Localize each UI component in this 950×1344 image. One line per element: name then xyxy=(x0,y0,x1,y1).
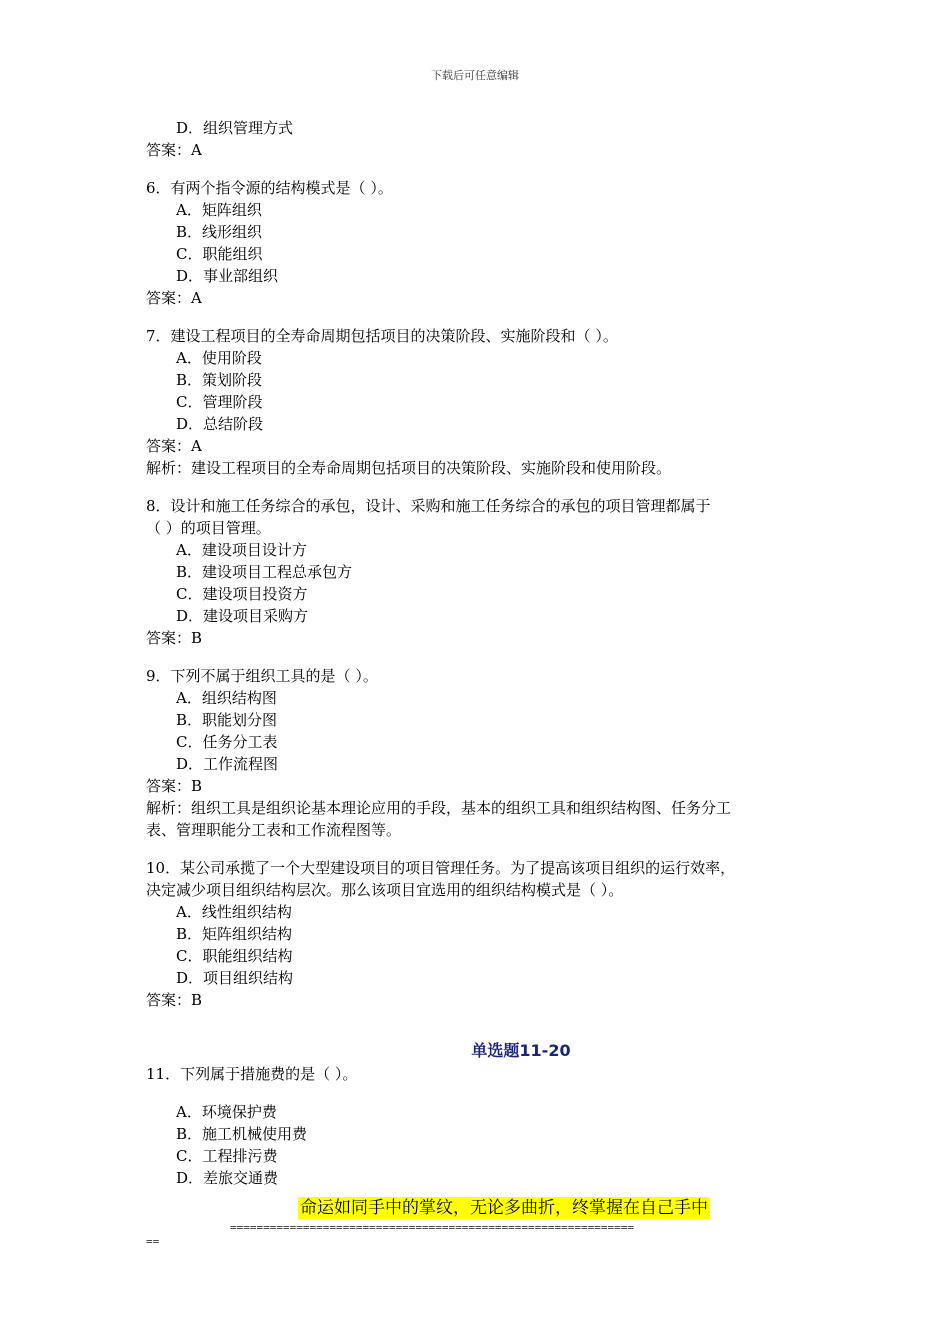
q8-option-b: B．建设项目工程总承包方 xyxy=(176,563,353,581)
q5-answer: 答案：A xyxy=(146,141,202,159)
q11-option-d: D．差旅交通费 xyxy=(176,1169,279,1187)
q9-option-d: D．工作流程图 xyxy=(176,755,279,773)
q8-option-d: D．建设项目采购方 xyxy=(176,607,309,625)
page-header: 下载后可任意编辑 xyxy=(431,69,519,82)
q7-option-b: B．策划阶段 xyxy=(176,371,263,389)
q10-question-line2: 决定减少项目组织结构层次。那么该项目宜选用的组织结构模式是（ ）。 xyxy=(146,881,624,899)
q9-option-a: A．组织结构图 xyxy=(176,689,277,707)
q6-option-b: B．线形组织 xyxy=(176,223,263,241)
q10-option-d: D．项目组织结构 xyxy=(176,969,294,987)
q8-option-c: C．建设项目投资方 xyxy=(176,585,308,603)
divider-rule-line1: ============================================================= xyxy=(230,1221,634,1234)
q10-option-b: B．矩阵组织结构 xyxy=(176,925,293,943)
document-body xyxy=(146,117,816,1249)
spacer xyxy=(146,309,816,325)
motto-row xyxy=(146,1195,816,1221)
spacer xyxy=(146,1085,816,1101)
divider-rule-line2: == xyxy=(146,1235,160,1248)
q6-option-d: D．事业部组织 xyxy=(176,267,279,285)
q7-question: 7．建设工程项目的全寿命周期包括项目的决策阶段、实施阶段和（ ）。 xyxy=(146,327,618,345)
motto-highlight: 命运如同手中的掌纹，无论多曲折，终掌握在自己手中 xyxy=(300,1198,708,1218)
q7-answer: 答案：A xyxy=(146,437,202,455)
q11-question: 11．下列属于措施费的是（ ）。 xyxy=(146,1065,358,1083)
section-title: 单选题11-20 xyxy=(471,1041,571,1060)
spacer xyxy=(146,1027,816,1039)
spacer xyxy=(146,479,816,495)
q10-option-c: C．职能组织结构 xyxy=(176,947,293,965)
q9-analysis-line2: 表、管理职能分工表和工作流程图等。 xyxy=(146,821,402,839)
q5-option-d: D．组织管理方式 xyxy=(176,119,294,137)
q8-answer: 答案：B xyxy=(146,629,203,647)
spacer xyxy=(146,649,816,665)
q7-option-c: C．管理阶段 xyxy=(176,393,263,411)
q6-question: 6．有两个指令源的结构模式是（ ）。 xyxy=(146,179,393,197)
q10-answer: 答案：B xyxy=(146,991,203,1009)
q9-option-b: B．职能划分图 xyxy=(176,711,278,729)
q8-question-line2: （ ）的项目管理。 xyxy=(146,519,271,537)
q9-question: 9．下列不属于组织工具的是（ ）。 xyxy=(146,667,378,685)
spacer xyxy=(146,1011,816,1027)
q6-option-c: C．职能组织 xyxy=(176,245,263,263)
q7-analysis: 解析：建设工程项目的全寿命周期包括项目的决策阶段、实施阶段和使用阶段。 xyxy=(146,459,672,477)
q6-option-a: A．矩阵组织 xyxy=(176,201,262,219)
q9-answer: 答案：B xyxy=(146,777,203,795)
q9-option-c: C．任务分工表 xyxy=(176,733,278,751)
q11-option-b: B．施工机械使用费 xyxy=(176,1125,308,1143)
q7-option-a: A．使用阶段 xyxy=(176,349,262,367)
q10-question-line1: 10．某公司承揽了一个大型建设项目的项目管理任务。为了提高该项目组织的运行效率， xyxy=(146,859,736,877)
spacer xyxy=(146,841,816,857)
q10-option-a: A．线性组织结构 xyxy=(176,903,292,921)
spacer xyxy=(146,161,816,177)
q11-option-a: A．环境保护费 xyxy=(176,1103,277,1121)
q11-option-c: C．工程排污费 xyxy=(176,1147,278,1165)
q9-analysis-line1: 解析：组织工具是组织论基本理论应用的手段，基本的组织工具和组织结构图、任务分工 xyxy=(146,799,732,817)
q6-answer: 答案：A xyxy=(146,289,202,307)
q8-option-a: A．建设项目设计方 xyxy=(176,541,307,559)
q7-option-d: D．总结阶段 xyxy=(176,415,264,433)
q8-question-line1: 8．设计和施工任务综合的承包，设计、采购和施工任务综合的承包的项目管理都属于 xyxy=(146,497,711,515)
